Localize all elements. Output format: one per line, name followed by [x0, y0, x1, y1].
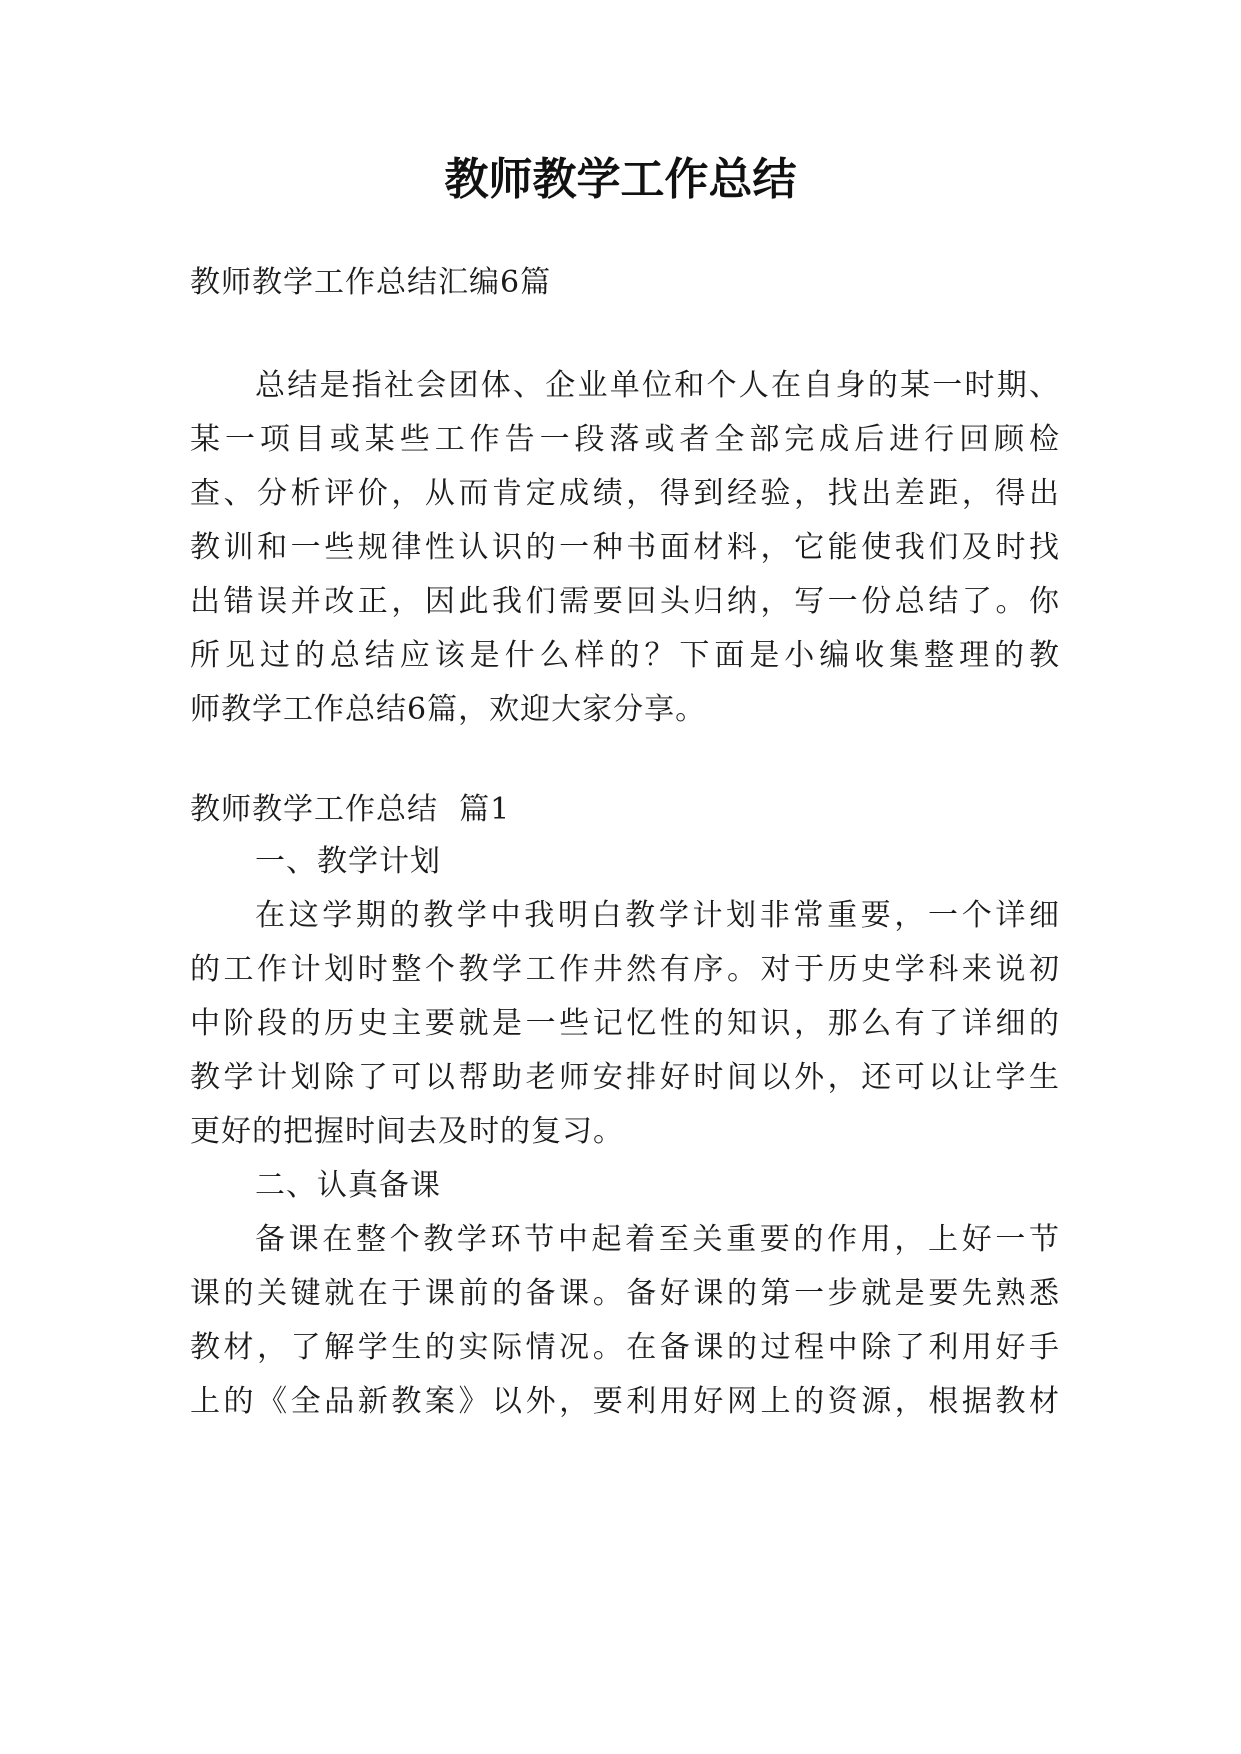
intro-line-7: 师教学工作总结6篇，欢迎大家分享。	[190, 692, 707, 727]
section2-line-3: 教材，了解学生的实际情况。在备课的过程中除了利用好手	[190, 1330, 1060, 1365]
section1-line-5: 更好的把握时间去及时的复习。	[190, 1114, 624, 1149]
section1-line-2: 的工作计划时整个教学工作井然有序。对于历史学科来说初	[190, 952, 1060, 987]
intro-line-4: 教训和一些规律性认识的一种书面材料，它能使我们及时找	[190, 530, 1060, 565]
section1-line-4: 教学计划除了可以帮助老师安排好时间以外，还可以让学生	[190, 1060, 1060, 1095]
intro-line-3: 查、分析评价，从而肯定成绩，得到经验，找出差距，得出	[190, 476, 1060, 511]
document-title: 教师教学工作总结	[444, 154, 797, 205]
part1-heading: 教师教学工作总结 篇1	[190, 792, 511, 827]
section2-line-4: 上的《全品新教案》以外，要利用好网上的资源，根据教材	[190, 1384, 1060, 1419]
section2-heading: 二、认真备课	[255, 1168, 441, 1203]
section1-line-3: 中阶段的历史主要就是一些记忆性的知识，那么有了详细的	[190, 1006, 1060, 1041]
section1-heading: 一、教学计划	[255, 844, 441, 879]
intro-line-5: 出错误并改正，因此我们需要回头归纳，写一份总结了。你	[190, 584, 1060, 619]
section1-line-1: 在这学期的教学中我明白教学计划非常重要，一个详细	[255, 898, 1060, 933]
section2-line-1: 备课在整个教学环节中起着至关重要的作用，上好一节	[255, 1222, 1060, 1257]
intro-line-2: 某一项目或某些工作告一段落或者全部完成后进行回顾检	[190, 422, 1060, 457]
document-subtitle: 教师教学工作总结汇编6篇	[190, 265, 552, 300]
intro-line-1: 总结是指社会团体、企业单位和个人在自身的某一时期、	[255, 368, 1060, 403]
section2-line-2: 课的关键就在于课前的备课。备好课的第一步就是要先熟悉	[190, 1276, 1060, 1311]
intro-line-6: 所见过的总结应该是什么样的？下面是小编收集整理的教	[190, 638, 1060, 673]
